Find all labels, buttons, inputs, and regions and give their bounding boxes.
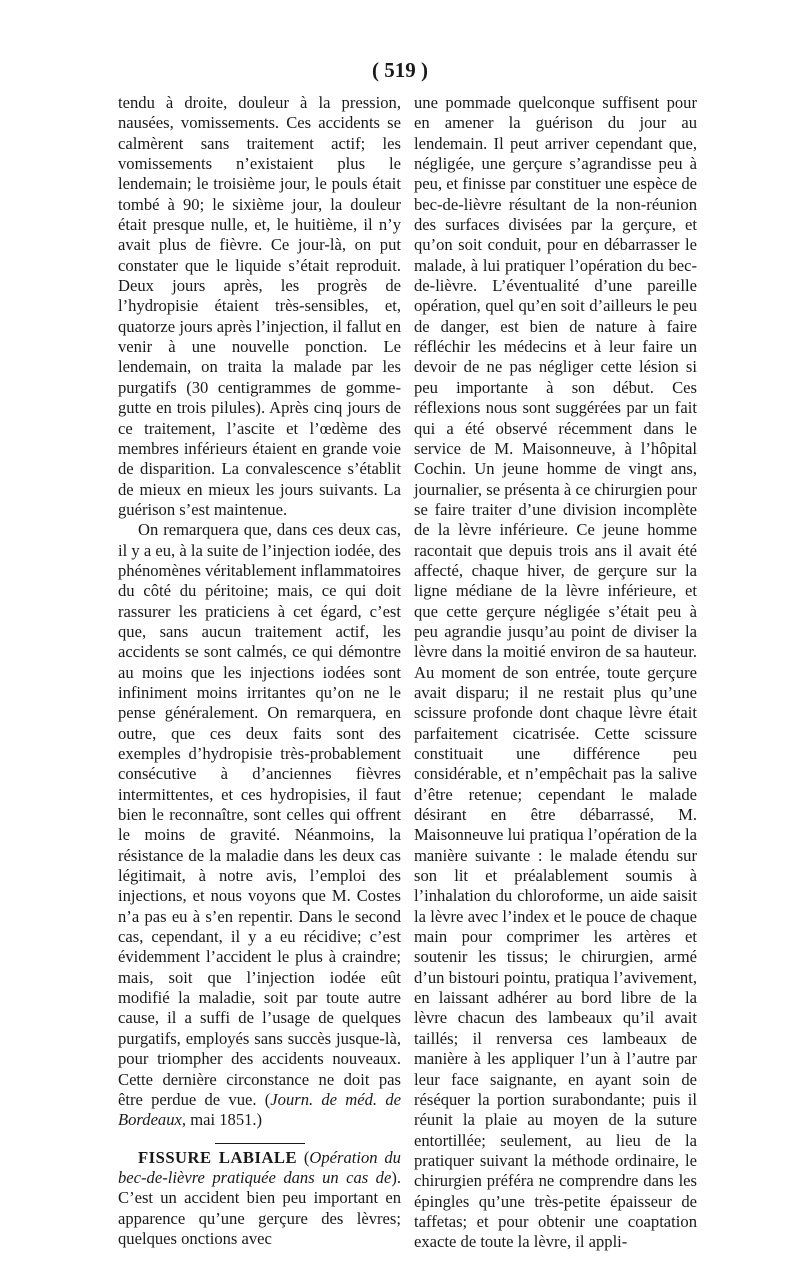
paragraph-commentary — [118, 520, 401, 1130]
right-column — [414, 93, 697, 1253]
section-divider — [215, 1143, 305, 1144]
section-heading: FISSURE LABIALE — [138, 1147, 298, 1167]
left-column — [118, 93, 401, 1249]
paragraph-fissure-labiale — [118, 1148, 401, 1250]
commentary-text: On remarquera que, dans ces deux cas, il y a eu, à la suite de l’injection iodée, des phénomènes véritablement inflammatoires du côté du péritoine; mais, ce qui doit rassurer les praticiens à cet égard, c’est que, sans aucun traitement actif, les accidents se sont calmés, ce qui démontre au moins que les injections iodées sont infiniment moins irritantes qu’on ne le pense généralement. On remarquera, en outre, que ces deux faits sont des exemples d’hydropisie très-probablement consécutive à d’anciennes fièvres intermittentes, et ces hydropisies, il faut bien le reconnaître, sont celles qui offrent le moins de gravité. Néanmoins, la résistance de la maladie dans les deux cas légitimait, à notre avis, l’emploi des injections, et nous voyons que M. Costes n’a pas eu à s’en repentir. Dans le second cas, cependant, il y a eu récidive; c’est évidemment l’accident le plus à craindre; mais, soit que l’injection iodée eût modifié la maladie, soit par toute autre cause, il a suffi de l’usage de quelques purgatifs, employés sans succès jusque-là, pour triompher des accidents nouveaux. Cette dernière circonstance ne doit pas être perdue de vue. ( — [118, 520, 401, 1109]
source-citation: Journ. de méd. de Bordeaux, — [118, 1089, 401, 1130]
section-body: ). C’est un accident bien peu important en apparence qu’une gerçure des lèvres; quelques onctions avec — [118, 1167, 401, 1248]
paragraph-continuation: tendu à droite, douleur à la pression, nausées, vomissements. Ces accidents se calmèrent sans traitement actif; les vomissements n’existaient plus le lendemain; le troisième jour, le pouls était tombé à 90; le sixième jour, la douleur était presque nulle, et, le huitième, il n’y avait plus de fièvre. Ce jour-là, on put constater que le liquide s’était reproduit. Deux jours après, les progrès de l’hydropisie étaient très-sensibles, et, quatorze jours après l’injection, il fallut en venir à une nouvelle ponction. Le lendemain, on traita la malade par les purgatifs (30 centigrammes de gomme-gutte en trois pilules). Après cinq jours de ce traitement, l’ascite et l’œdème des membres inférieurs étaient en grande voie de disparition. La convalescence s’établit de mieux en mieux les jours suivants. La guérison s’est maintenue. — [118, 93, 401, 519]
section-subtitle: Opération du bec-de-lièvre pratiquée dans un cas de — [118, 1147, 401, 1187]
paren-open: ( — [297, 1147, 310, 1167]
page-number: ( 519 ) — [372, 58, 428, 82]
source-date: mai 1851.) — [186, 1110, 263, 1130]
paragraph-fissure-continued: une pommade quelconque suffisent pour en amener la guérison du jour au lendemain. Il peut arriver cependant que, négligée, une gerçure s’agrandisse peu à peu, et finisse par constituer une espèce de bec-de-lièvre résultant de la non-réunion des surfaces divisées par la gerçure, et qu’on soit conduit, pour en débarrasser le malade, à lui pratiquer l’opération du bec-de-lièvre. L’éventualité d’une pareille opération, quel qu’en soit d’ailleurs le peu de danger, est bien de nature à faire réfléchir les médecins et à leur faire un devoir de ne pas négliger cette lésion si peu importante à son début. Ces réflexions nous sont suggérées par un fait qui a été observé récemment dans le service de M. Maisonneuve, à l’hôpital Cochin. Un jeune homme de vingt ans, journalier, se présenta à ce chirurgien pour se faire traiter d’une division incomplète de la lèvre inférieure. Ce jeune homme racontait que depuis trois ans il avait été affecté, chaque hiver, de gerçure sur la ligne médiane de la lèvre inférieure, et que cette gerçure négligée s’était peu à peu agrandie jusqu’au point de diviser la lèvre dans la moitié environ de sa hauteur. Au moment de son entrée, toute gerçure avait disparu; il ne restait plus qu’une scissure profonde dont chaque lèvre était parfaitement cicatrisée. Cette scissure constituait une différence peu considérable, et n’empêchait pas la salive d’être retenue; cependant le malade désirant en être débarrassé, M. Maisonneuve lui pratiqua l’opération de la manière suivante : le malade étendu sur son lit et préalablement soumis à l’inhalation du chloroforme, un aide saisit la lèvre avec l’index et le pouce de chaque main pour comprimer les artères et soutenir les tissus; le chirurgien, armé d’un bistouri pointu, pratiqua l’avivement, en laissant adhérer au bord libre de la lèvre chacun des lambeaux qu’il avait taillés; il renversa ces lambeaux de manière à les appliquer l’un à l’autre par leur face saignante, en ayant soin de réséquer la portion surabondante; puis il réunit la plaie au moyen de la suture entortillée; seulement, au lieu de la pratiquer suivant la méthode ordinaire, le chirurgien préféra ne comprendre dans les épingles qu’une très-petite épaisseur de taffetas; et pour obtenir une coaptation exacte de toute la lèvre, il appli- — [414, 93, 697, 1252]
